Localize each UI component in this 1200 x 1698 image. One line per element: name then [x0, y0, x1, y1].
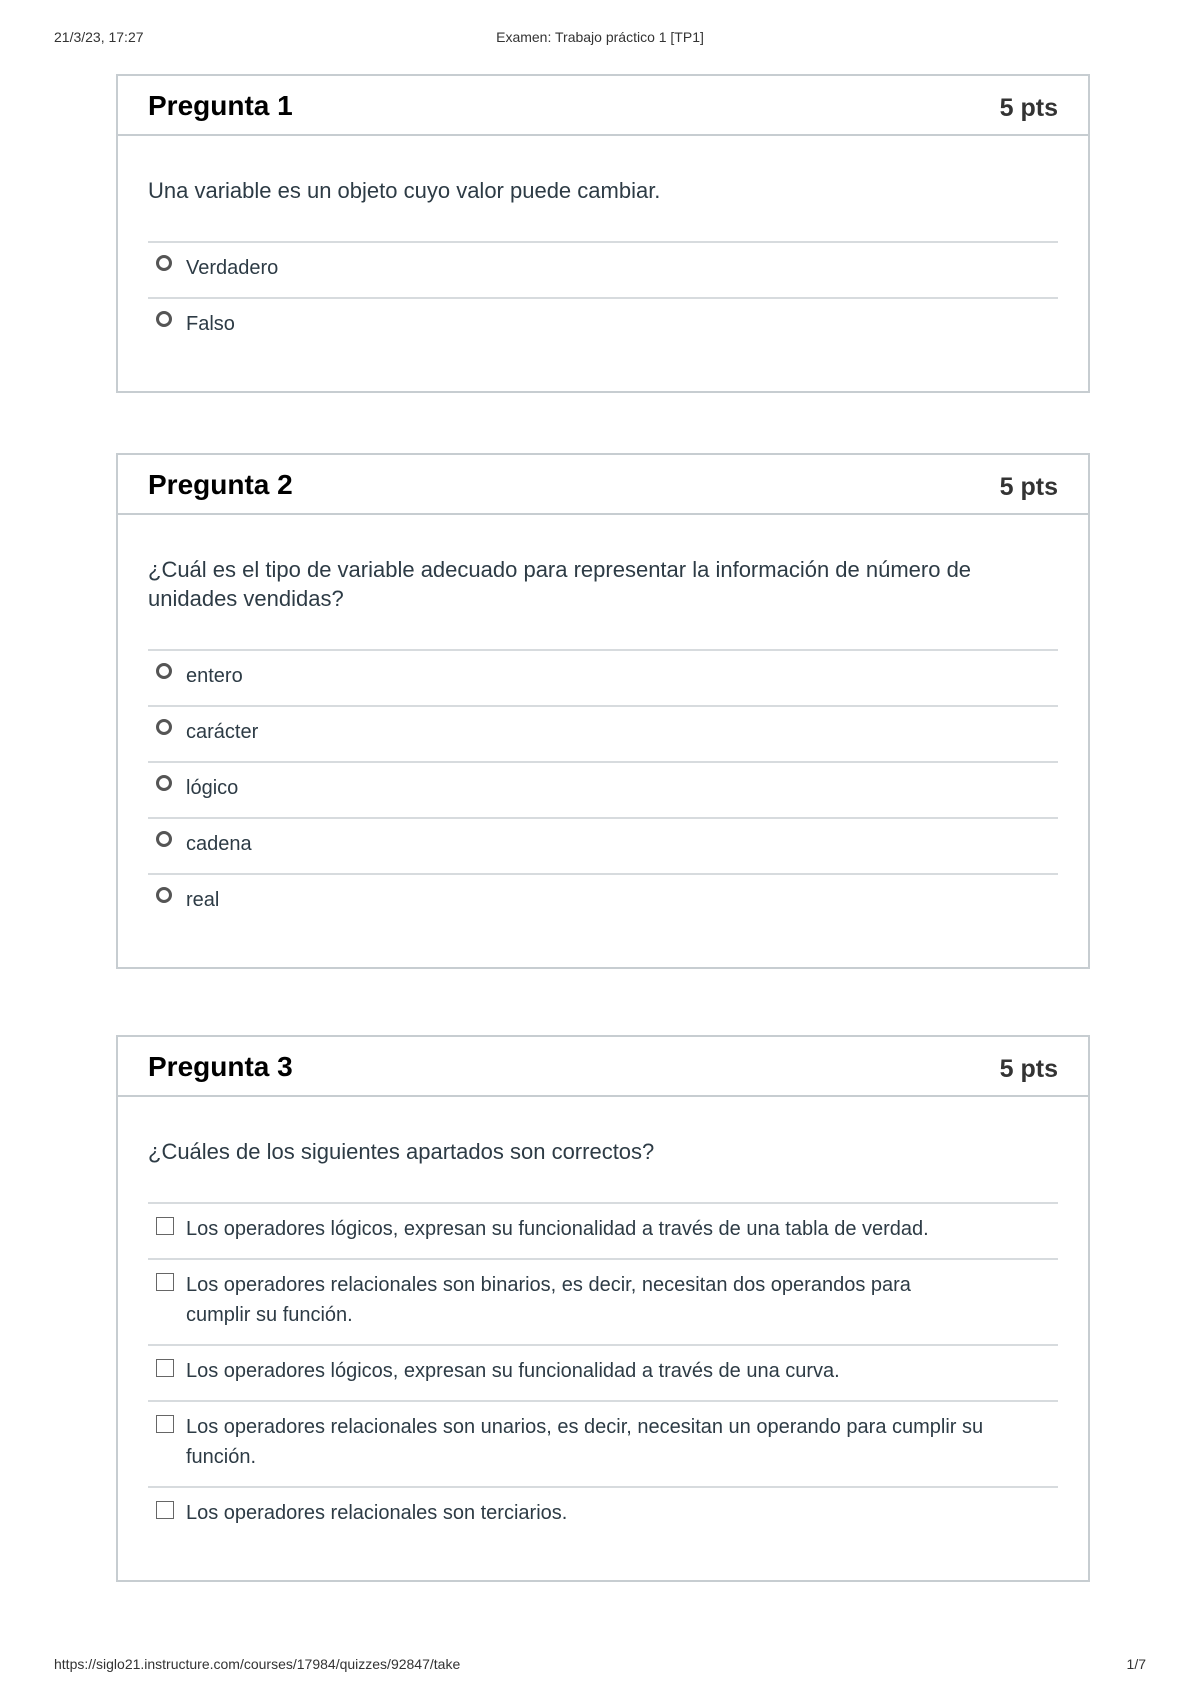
checkbox[interactable] — [156, 1501, 174, 1519]
question-text: ¿Cuál es el tipo de variable adecuado para representar la información de número de unidades vendidas? — [148, 557, 972, 611]
question-text: Una variable es un objeto cuyo valor puede cambiar. — [148, 178, 661, 203]
answer-option[interactable] — [148, 1400, 1058, 1486]
question-title: Pregunta 2 — [148, 469, 293, 500]
question-points: 5 pts — [999, 1055, 1058, 1083]
print-date: 21/3/23, 17:27 — [54, 29, 144, 45]
radio-button[interactable] — [156, 311, 172, 327]
answer-list — [148, 241, 1058, 391]
answer-option[interactable] — [148, 241, 1058, 297]
radio-button[interactable] — [156, 255, 172, 271]
answer-option[interactable] — [148, 873, 1058, 929]
question-body — [118, 1097, 1088, 1580]
question-3 — [116, 1035, 1090, 1582]
answer-option[interactable] — [148, 1258, 1058, 1344]
checkbox[interactable] — [156, 1217, 174, 1235]
answer-option[interactable] — [148, 649, 1058, 705]
question-2 — [116, 453, 1090, 969]
answer-option[interactable] — [148, 705, 1058, 761]
radio-button[interactable] — [156, 887, 172, 903]
question-points: 5 pts — [999, 94, 1058, 122]
question-header — [118, 1037, 1088, 1097]
answer-label: Los operadores lógicos, expresan su funcionalidad a través de una tabla de verdad. — [186, 1218, 929, 1240]
answer-label: Los operadores lógicos, expresan su funcionalidad a través de una curva. — [186, 1360, 840, 1382]
question-points: 5 pts — [999, 473, 1058, 501]
question-title: Pregunta 3 — [148, 1051, 293, 1082]
answer-label: cadena — [186, 833, 252, 855]
answer-option[interactable] — [148, 817, 1058, 873]
checkbox[interactable] — [156, 1359, 174, 1377]
radio-button[interactable] — [156, 719, 172, 735]
answer-label: carácter — [186, 721, 259, 743]
answer-label: Los operadores relacionales son unarios, es decir, necesitan un operando para cumplir su función. — [186, 1416, 984, 1468]
checkbox[interactable] — [156, 1273, 174, 1291]
answer-list — [148, 649, 1058, 967]
print-footer — [54, 1656, 1146, 1676]
question-header — [118, 76, 1088, 136]
question-text: ¿Cuáles de los siguientes apartados son correctos? — [148, 1139, 655, 1164]
answer-label: Falso — [186, 313, 235, 335]
page-number: 1/7 — [1126, 1656, 1146, 1672]
radio-button[interactable] — [156, 663, 172, 679]
answer-label: Los operadores relacionales son terciarios. — [186, 1502, 568, 1524]
answer-option[interactable] — [148, 1486, 1058, 1542]
question-header — [118, 455, 1088, 515]
page-title: Examen: Trabajo práctico 1 [TP1] — [496, 29, 704, 45]
print-header — [54, 29, 1146, 49]
answer-label: lógico — [186, 777, 239, 799]
answer-option[interactable] — [148, 1202, 1058, 1258]
answer-label: Los operadores relacionales son binarios, es decir, necesitan dos operandos para cumplir su función. — [186, 1274, 911, 1326]
answer-list — [148, 1202, 1058, 1580]
checkbox[interactable] — [156, 1415, 174, 1433]
answer-option[interactable] — [148, 761, 1058, 817]
answer-option[interactable] — [148, 1344, 1058, 1400]
question-title: Pregunta 1 — [148, 90, 293, 121]
answer-label: real — [186, 889, 220, 911]
answer-label: Verdadero — [186, 257, 279, 279]
question-body — [118, 515, 1088, 967]
answer-label: entero — [186, 665, 243, 687]
question-body — [118, 136, 1088, 391]
answer-option[interactable] — [148, 297, 1058, 353]
question-1 — [116, 74, 1090, 393]
radio-button[interactable] — [156, 831, 172, 847]
page-url: https://siglo21.instructure.com/courses/17984/quizzes/92847/take — [54, 1656, 461, 1672]
radio-button[interactable] — [156, 775, 172, 791]
